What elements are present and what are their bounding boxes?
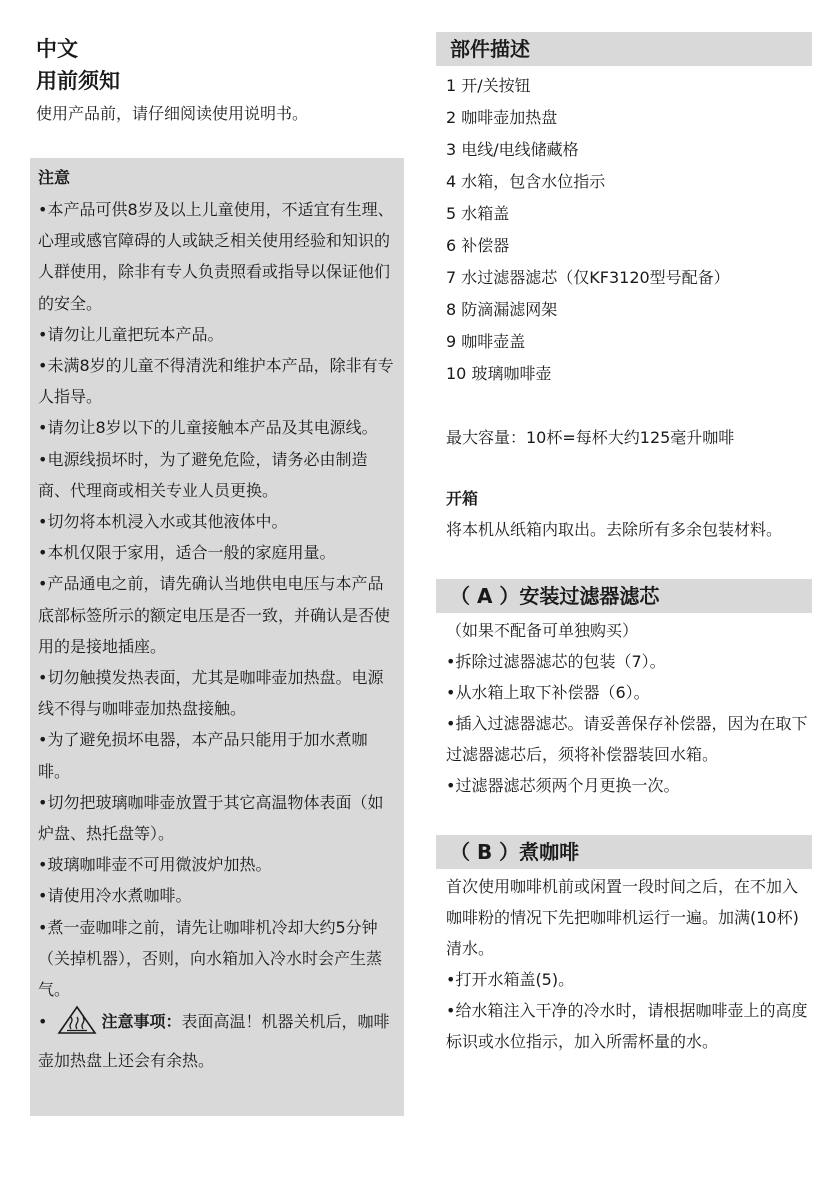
hot-surface-warning-icon (57, 1005, 97, 1045)
part-item: 7 水过滤器滤芯（仅KF3120型号配备） (446, 268, 730, 287)
notice-item: •煮一壶咖啡之前，请先让咖啡机冷却大约5分钟（关掉机器），否则，向水箱加入冷水时会产生蒸气。 (38, 917, 383, 1000)
section-a-line: •过滤器滤芯须两个月更换一次。 (446, 776, 680, 795)
section-b-heading: （ B ）煮咖啡 (436, 835, 812, 869)
section-b-line: •打开水箱盖(5)。 (446, 970, 575, 989)
section-a-line: （如果不配备可单独购买） (446, 621, 639, 640)
part-item: 8 防滴漏滤网架 (446, 300, 558, 319)
warning-text: 表面高温！机器关机后，咖啡壶加热盘上还会有余热。 (38, 1012, 390, 1071)
part-item: 10 玻璃咖啡壶 (446, 364, 552, 383)
notice-item: •切勿把玻璃咖啡壶放置于其它高温物体表面（如炉盘、热托盘等）。 (38, 792, 384, 844)
notice-item: •切勿将本机浸入水或其他液体中。 (38, 512, 288, 532)
section-a-heading: （ A ）安装过滤器滤芯 (436, 579, 812, 613)
section-a-line: •拆除过滤器滤芯的包装（7）。 (446, 652, 666, 671)
notice-item: •请勿让儿童把玩本产品。 (38, 324, 224, 344)
parts-list (436, 70, 812, 390)
part-item: 4 水箱，包含水位指示 (446, 172, 606, 191)
unbox-text: 将本机从纸箱内取出。去除所有多余包装材料。 (446, 520, 783, 539)
language-heading: 中文 (36, 37, 78, 61)
notice-item: •请勿让8岁以下的儿童接触本产品及其电源线。 (38, 418, 378, 438)
parts-heading: 部件描述 (436, 32, 812, 66)
section-b-body (436, 871, 812, 1057)
hot-surface-warning (38, 1005, 396, 1076)
notice-title: 注意 (38, 168, 71, 187)
notice-item: •玻璃咖啡壶不可用微波炉加热。 (38, 855, 272, 875)
section-b-line: •给水箱注入干净的冷水时，请根据咖啡壶上的高度标识或水位指示，加入所需杯量的水。 (446, 1001, 808, 1051)
warning-bullet: • (38, 1012, 48, 1032)
notice-item: •切勿触摸发热表面，尤其是咖啡壶加热盘。电源线不得与咖啡壶加热盘接触。 (38, 668, 384, 719)
left-column (36, 34, 406, 128)
capacity-text: 最大容量：10杯=每杯大约125毫升咖啡 (446, 428, 735, 447)
part-item: 5 水箱盖 (446, 204, 510, 223)
notice-item: •本产品可供8岁及以上儿童使用，不适宜有生理、心理或感官障碍的人或缺乏相关使用经验和知识的人群使用，除非有专人负责照看或指导以保证他们的安全。 (38, 200, 394, 313)
notice-item: •为了避免损坏电器，本产品只能用于加水煮咖啡。 (38, 730, 368, 781)
part-item: 1 开/关按钮 (446, 76, 531, 95)
notice-item: •未满8岁的儿童不得清洗和维护本产品，除非有专人指导。 (38, 356, 394, 407)
notice-item: •电源线损坏时，为了避免危险，请务必由制造商、代理商或相关专业人员更换。 (38, 449, 368, 500)
section-a-line: •插入过滤器滤芯。请妥善保存补偿器，因为在取下过滤器滤芯后，须将补偿器装回水箱。 (446, 714, 808, 764)
section-b-line: 首次使用咖啡机前或闲置一段时间之后，在不加入咖啡粉的情况下先把咖啡机运行一遍。加满(10杯)清水。 (446, 877, 799, 958)
notice-item: •请使用冷水煮咖啡。 (38, 886, 192, 906)
part-item: 3 电线/电线储藏格 (446, 140, 579, 159)
notice-item: •产品通电之前，请先确认当地供电电压与本产品底部标签所示的额定电压是否一致，并确认是否使用的是接地插座。 (38, 574, 391, 656)
part-item: 2 咖啡壶加热盘 (446, 108, 558, 127)
notice-box (30, 158, 404, 1116)
section-a-line: •从水箱上取下补偿器（6）。 (446, 683, 650, 702)
part-item: 6 补偿器 (446, 236, 510, 255)
notice-item: •本机仅限于家用，适合一般的家庭用量。 (38, 543, 336, 563)
before-use-heading: 用前须知 (36, 69, 120, 93)
unbox-heading: 开箱 (446, 489, 479, 508)
section-a-body (436, 615, 812, 801)
intro-text: 使用产品前，请仔细阅读使用说明书。 (36, 104, 309, 123)
right-column (436, 32, 812, 1057)
warning-label: 注意事项： (101, 1012, 182, 1032)
part-item: 9 咖啡壶盖 (446, 332, 526, 351)
